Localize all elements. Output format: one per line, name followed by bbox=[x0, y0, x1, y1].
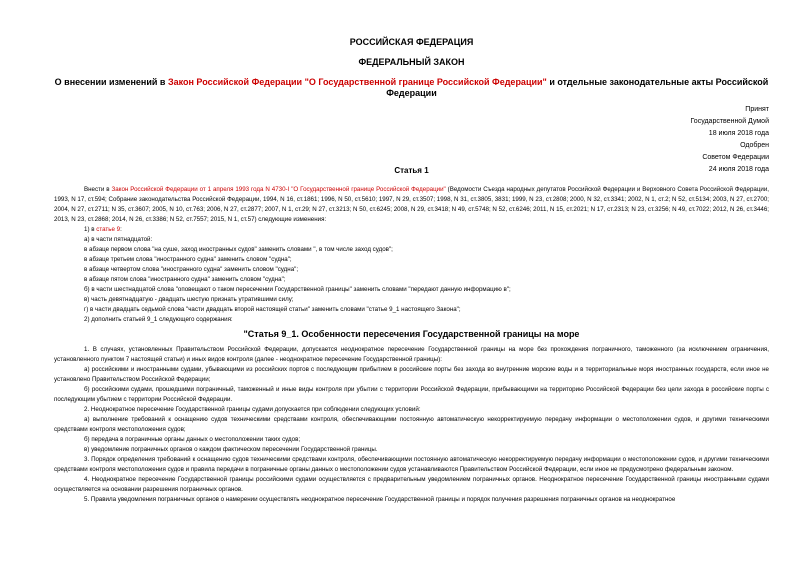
law-type-heading: ФЕДЕРАЛЬНЫЙ ЗАКОН bbox=[358, 57, 465, 67]
paragraph: б) передача в пограничные органы данных о местоположении таких судов; bbox=[84, 436, 301, 443]
list-item bbox=[54, 225, 769, 235]
law-title-pre: О внесении изменений в bbox=[54, 77, 168, 87]
item-pre: 1) в bbox=[84, 226, 97, 233]
list-item: 2) дополнить статьей 9_1 следующего содержания: bbox=[84, 316, 233, 323]
paragraph: 5. Правила уведомления пограничных органов о намерении осуществлять неоднократное пересечение Государственной границы и порядок получения разрешения пограничных органов на неоднократное bbox=[84, 496, 676, 503]
intro-pre: Внести в bbox=[84, 186, 112, 193]
paragraph: в) уведомление пограничных органов о каждом фактическом пересечении Государственной границы. bbox=[84, 446, 378, 453]
paragraph: а) российскими и иностранными судами, убывающими из российских портов с последующим прибытием в российские порты без захода во внутренние морские воды и в территориальные моря иностранных государств, если иное не установлено Правительством Российской Федерации; bbox=[54, 366, 769, 383]
list-item: в абзаце третьем слова "иностранного судна" заменить словом "судна"; bbox=[84, 256, 292, 263]
country-heading: РОССИЙСКАЯ ФЕДЕРАЦИЯ bbox=[349, 37, 474, 47]
adoption-line: 24 июля 2018 года bbox=[708, 166, 769, 173]
list-item: а) в части пятнадцатой: bbox=[84, 236, 153, 243]
adoption-line: Принят bbox=[745, 106, 769, 113]
law-title-post: и отдельные законодательные акты Российской Федерации bbox=[386, 77, 769, 98]
adoption-line: 18 июля 2018 года bbox=[708, 130, 769, 137]
list-item: г) в части двадцать седьмой слова "части двадцать второй настоящей статьи" заменить словами "статье 9_1 настоящего Закона"; bbox=[84, 306, 461, 313]
paragraph: 3. Порядок определения требований к оснащению судов техническими средствами контроля, обеспечивающими постоянную автоматическую некорректируемую передачу информации о местоположении судов, и другими техническими средствами контроля местоположения судов и правила передачи в пограничные органы данных о местоположении судов устанавливаются Правительством Российской Федерации, если иное не предусмотрено федеральным законом. bbox=[54, 456, 769, 473]
document-body bbox=[54, 185, 769, 505]
article-1-heading: Статья 1 bbox=[394, 166, 429, 175]
list-item: б) в части шестнадцатой слова "оповещают о таком пересечении Государственной границы" заменить словами "передают данную информацию в"; bbox=[84, 286, 511, 293]
law-title-link[interactable]: Закон Российской Федерации "О Государственной границе Российской Федерации" bbox=[167, 77, 547, 87]
article-1-intro bbox=[54, 185, 769, 225]
list-item: в абзаце пятом слова "иностранного судна" заменить словом "судна"; bbox=[84, 276, 286, 283]
paragraph: 1. В случаях, установленных Правительством Российской Федерации, допускается неоднократное пересечение Государственной границы на море без прохождения пограничного, таможенного (за исключением ограничения, установленного пунктом 7 настоящей статьи) и иных видов контроля (далее - неоднократное пересечение Государственной границы): bbox=[54, 346, 769, 363]
adoption-line: Одобрен bbox=[740, 142, 769, 149]
article-9-1-heading: "Статья 9_1. Особенности пересечения Государственной границы на море bbox=[243, 329, 580, 339]
adoption-line: Советом Федерации bbox=[702, 154, 769, 161]
list-item: в) часть девятнадцатую - двадцать шестую признать утратившими силу; bbox=[84, 296, 294, 303]
paragraph: 2. Неоднократное пересечение Государственной границы судами допускается при соблюдении следующих условий: bbox=[84, 406, 421, 413]
article-9-link[interactable]: статье 9 bbox=[96, 226, 121, 233]
paragraph: 4. Неоднократное пересечение Государственной границы российскими судами осуществляется с предварительным уведомлением пограничных органов. Неоднократное пересечение Государственной границы иностранными судами осуществляется на основании разрешения пограничных органов. bbox=[54, 476, 769, 493]
paragraph: а) выполнение требований к оснащению судов техническими средствами контроля, обеспечивающими постоянную автоматическую некорректируемую передачу информации о местоположении судов, и другими техническими средствами контроля местоположения судов; bbox=[54, 416, 769, 433]
item-post: : bbox=[120, 226, 122, 233]
list-item: в абзаце первом слова "на суше, заход иностранных судов" заменить словами ", в том числе заход судов"; bbox=[84, 246, 393, 253]
adoption-line: Государственной Думой bbox=[690, 118, 769, 125]
law-title bbox=[54, 77, 769, 99]
intro-law-link[interactable]: Закон Российской Федерации от 1 апреля 1993 года N 4730-I "О Государственной границе Российской Федерации" bbox=[111, 186, 446, 193]
list-item: в абзаце четвертом слова "иностранного судна" заменить словом "судна"; bbox=[84, 266, 299, 273]
paragraph: б) российскими судами, прошедшими пограничный, таможенный и иные виды контроля при убытии с территории Российской Федерации, прибывающими на территорию Российской Федерации без цели захода в российские порты с последующим убытием с территории Российской Федерации. bbox=[54, 386, 769, 403]
intro-post: (Ведомости Съезда народных депутатов Российской Федерации и Верховного Совета Российской Федерации, 1993, N 17, ст.594; Собрание законодательства Российской Федерации, 1994, N 16, ст.1861; 1996, N 50, ст.5610; 1997, N 29, ст.3507; 1998, N 31, ст.3805, 3831; 1999, N 23, ст.2808; 2000, N 32, ст.3341; 2002, N 1, ст.2; N 52, ст.5134; 2003, N 27, ст.2700; 2004, N 27, ст.2711; N 35, ст.3607; 2005, N 10, ст.763; 2006, N 27, ст.2877; 2007, N 1, ст.29; N 27, ст.3213; N 50, ст.6245; 2008, N 29, ст.3418; N 49, ст.5748; N 52, ст.6246; 2011, N 15, ст.2021; N 17, ст.2313; N 23, ст.3256; N 49, ст.7022; 2012, N 26, ст.3446; 2013, N 23, ст.2868; 2014, N 26, ст.3386; N 52, ст.7557; 2015, N 1, ст.57) следующие изменения: bbox=[54, 186, 769, 223]
